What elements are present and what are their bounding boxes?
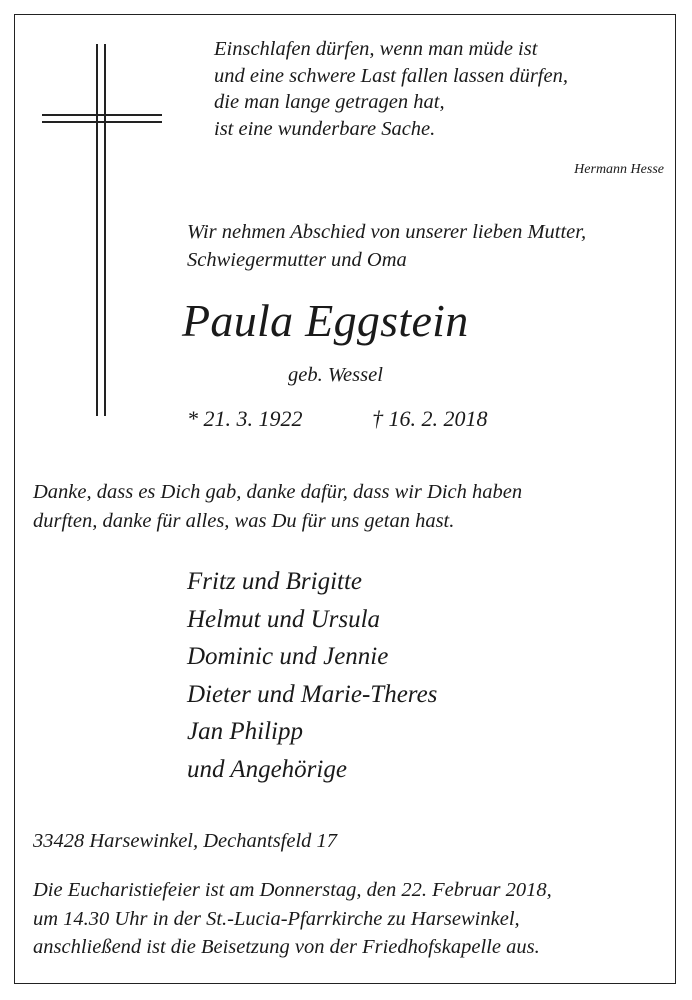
- poem-line: und eine schwere Last fallen lassen dürfen,: [214, 64, 568, 87]
- farewell-intro: [187, 218, 586, 274]
- service-info: [33, 876, 552, 962]
- family-member: Jan Philipp: [187, 718, 303, 745]
- family-member: und Angehörige: [187, 755, 347, 783]
- family-list: [187, 563, 437, 788]
- intro-line: Wir nehmen Abschied von unserer lieben Mutter,: [187, 221, 587, 243]
- birth-date: * 21. 3. 1922: [187, 406, 303, 431]
- family-member: Dieter und Marie-Theres: [187, 680, 438, 708]
- service-line: Die Eucharistiefeier ist am Donnerstag, den 22. Februar 2018,: [33, 879, 552, 901]
- family-member: Dominic und Jennie: [187, 643, 389, 670]
- family-member: Helmut und Ursula: [187, 605, 381, 633]
- family-member: Fritz und Brigitte: [187, 568, 362, 595]
- poem-line: die man lange getragen hat,: [214, 91, 445, 113]
- service-line: anschließend ist die Beisetzung von der Friedhofskapelle aus.: [33, 936, 540, 958]
- thanks-text: [33, 478, 522, 535]
- cross-horizontal-line-2: [42, 121, 162, 123]
- birth-name: geb. Wessel: [288, 364, 383, 386]
- thanks-line: Danke, dass es Dich gab, danke dafür, dass wir Dich haben: [33, 481, 523, 503]
- poem-author: Hermann Hesse: [574, 162, 664, 177]
- cross-horizontal-line-1: [42, 114, 162, 116]
- thanks-line: durften, danke für alles, was Du für uns getan hast.: [33, 509, 455, 532]
- death-date: † 16. 2. 2018: [372, 406, 488, 431]
- cross-vertical-line-1: [96, 44, 98, 416]
- cross-vertical-line-2: [104, 44, 106, 416]
- address: 33428 Harsewinkel, Dechantsfeld 17: [33, 830, 338, 852]
- service-line: um 14.30 Uhr in der St.-Lucia-Pfarrkirche zu Harsewinkel,: [33, 907, 520, 930]
- poem: [214, 36, 568, 142]
- intro-line: Schwiegermutter und Oma: [187, 249, 407, 271]
- poem-line: Einschlafen dürfen, wenn man müde ist: [214, 38, 538, 60]
- poem-line: ist eine wunderbare Sache.: [214, 117, 436, 140]
- deceased-name: Paula Eggstein: [182, 295, 469, 346]
